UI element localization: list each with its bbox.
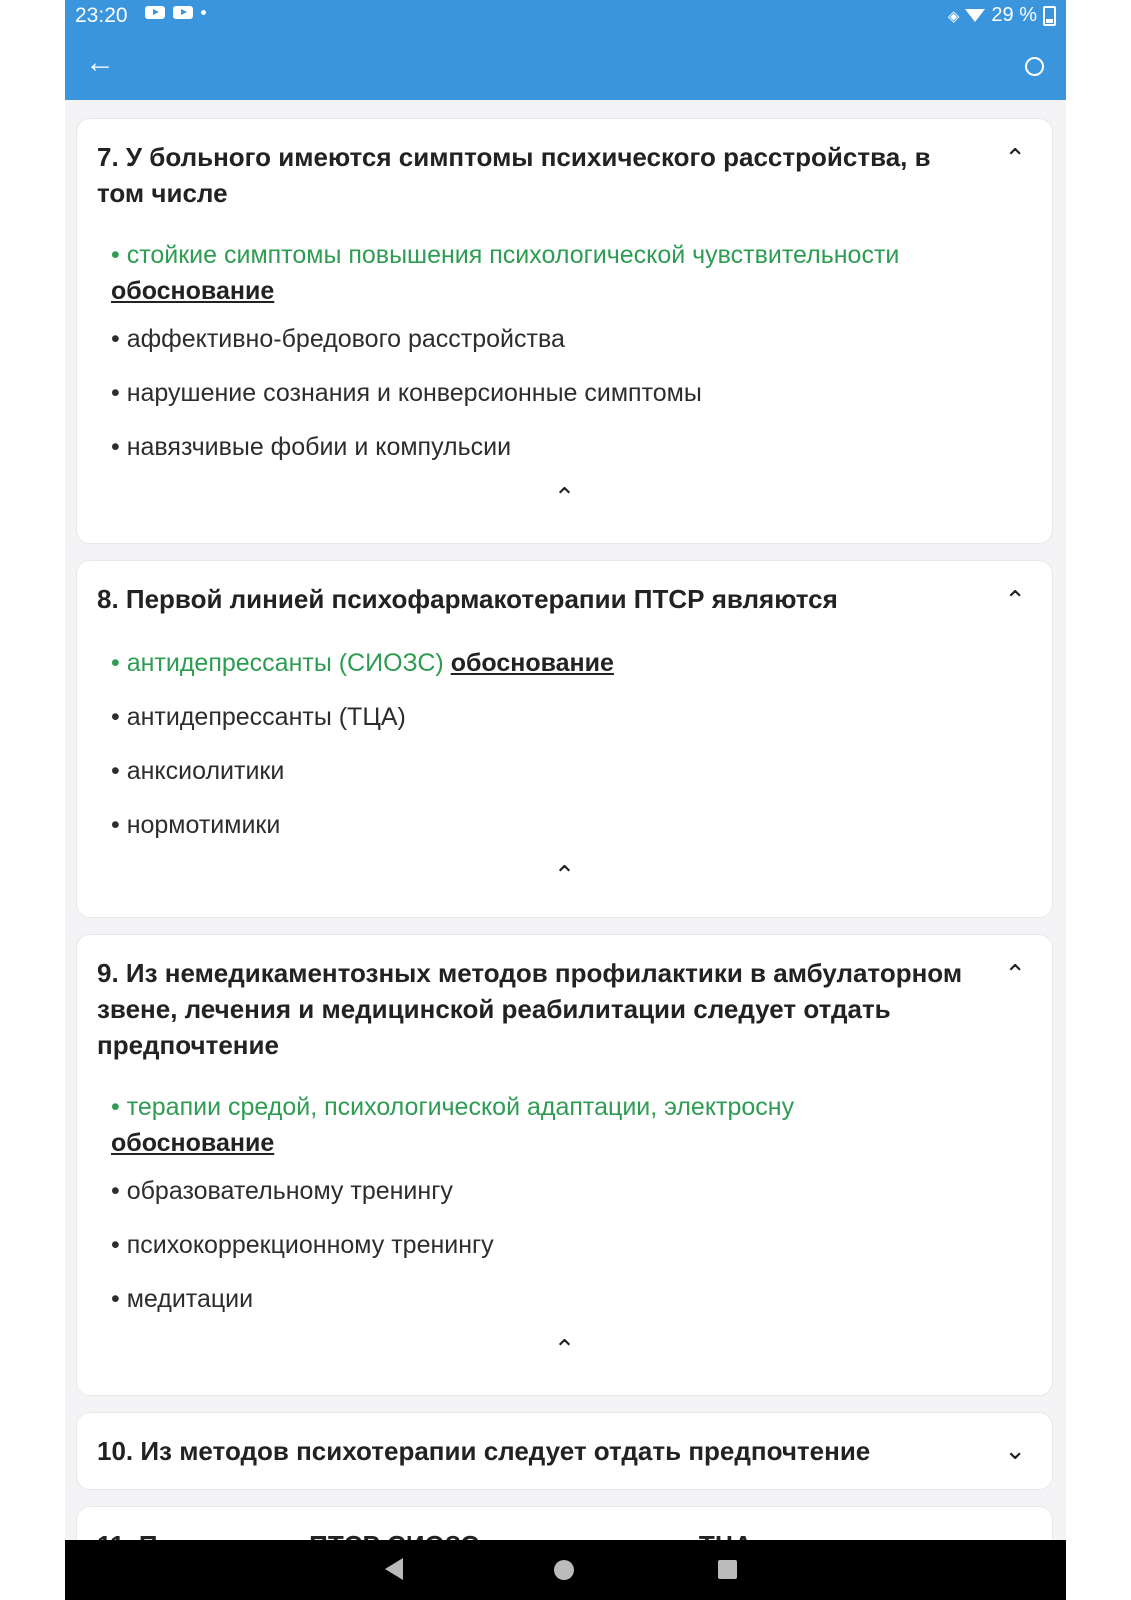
chevron-up-icon[interactable] [1004,587,1026,618]
correct-answer [111,645,1021,681]
battery-icon [1043,6,1056,26]
question-card-9 [76,934,1053,1396]
system-nav-bar [65,1540,1066,1600]
correct-answer [111,237,1021,309]
chevron-up-icon[interactable] [1004,961,1026,992]
justification-link[interactable]: обоснование [111,1129,275,1157]
answer-option: • образовательному тренингу [111,1177,453,1205]
notification-icons [145,6,206,19]
question-card-10[interactable] [76,1412,1053,1490]
phone-screen [65,0,1066,1600]
correct-answer-text: • терапии средой, психологической адаптации, электросну [111,1093,795,1121]
nav-recent-apps-icon[interactable] [718,1560,737,1579]
collapse-chevron-icon[interactable]: ⌃ [553,860,576,890]
question-title[interactable]: 7. У больного имеются симптомы психического расстройства, в том числе [97,142,931,208]
status-right [948,4,1056,27]
question-card-7 [76,118,1053,544]
vibrate-icon: ◈ [947,7,960,25]
nav-home-icon[interactable] [554,1560,574,1580]
battery-percent: 29 % [991,4,1037,26]
chevron-down-icon[interactable] [1004,1443,1026,1474]
question-title[interactable]: 10. Из методов психотерапии следует отдать предпочтение [97,1436,871,1466]
correct-answer [111,1089,1021,1161]
justification-link[interactable]: обоснование [111,277,275,305]
answer-option: • антидепрессанты (ТЦА) [111,703,406,731]
back-arrow-icon[interactable]: ← [85,46,115,79]
justification-link[interactable]: обоснование [450,649,614,677]
question-card-8 [76,560,1053,918]
nav-back-icon[interactable] [385,1558,403,1580]
status-time: 23:20 [75,4,128,27]
youtube-icon [173,6,193,19]
answer-option: • медитации [111,1285,254,1313]
youtube-icon [145,6,165,19]
question-title[interactable]: 9. Из немедикаментозных методов профилактики в амбулаторном звене, лечения и медицинской реабилитации следует отдать предпочтение [97,958,963,1060]
collapse-chevron-icon[interactable]: ⌃ [553,482,576,512]
app-bar [65,0,1066,100]
correct-answer-text: • стойкие симптомы повышения психологической чувствительности [111,241,900,269]
wifi-icon [965,9,985,22]
collapse-chevron-icon[interactable]: ⌃ [553,1334,576,1364]
answer-option: • анксиолитики [111,757,285,785]
answer-option: • аффективно-бредового расстройства [111,325,565,353]
more-notifications-icon [201,10,206,15]
answer-option: • нормотимики [111,811,281,839]
answer-option: • нарушение сознания и конверсионные симптомы [111,379,702,407]
answer-option: • психокоррекционному тренингу [111,1231,494,1259]
answer-option: • навязчивые фобии и компульсии [111,433,512,461]
correct-answer-text: • антидепрессанты (СИОЗС) [111,649,444,677]
question-title[interactable]: 8. Первой линией психофармакотерапии ПТСР являются [97,584,838,614]
circle-icon[interactable] [1025,57,1044,76]
chevron-up-icon[interactable] [1004,145,1026,176]
